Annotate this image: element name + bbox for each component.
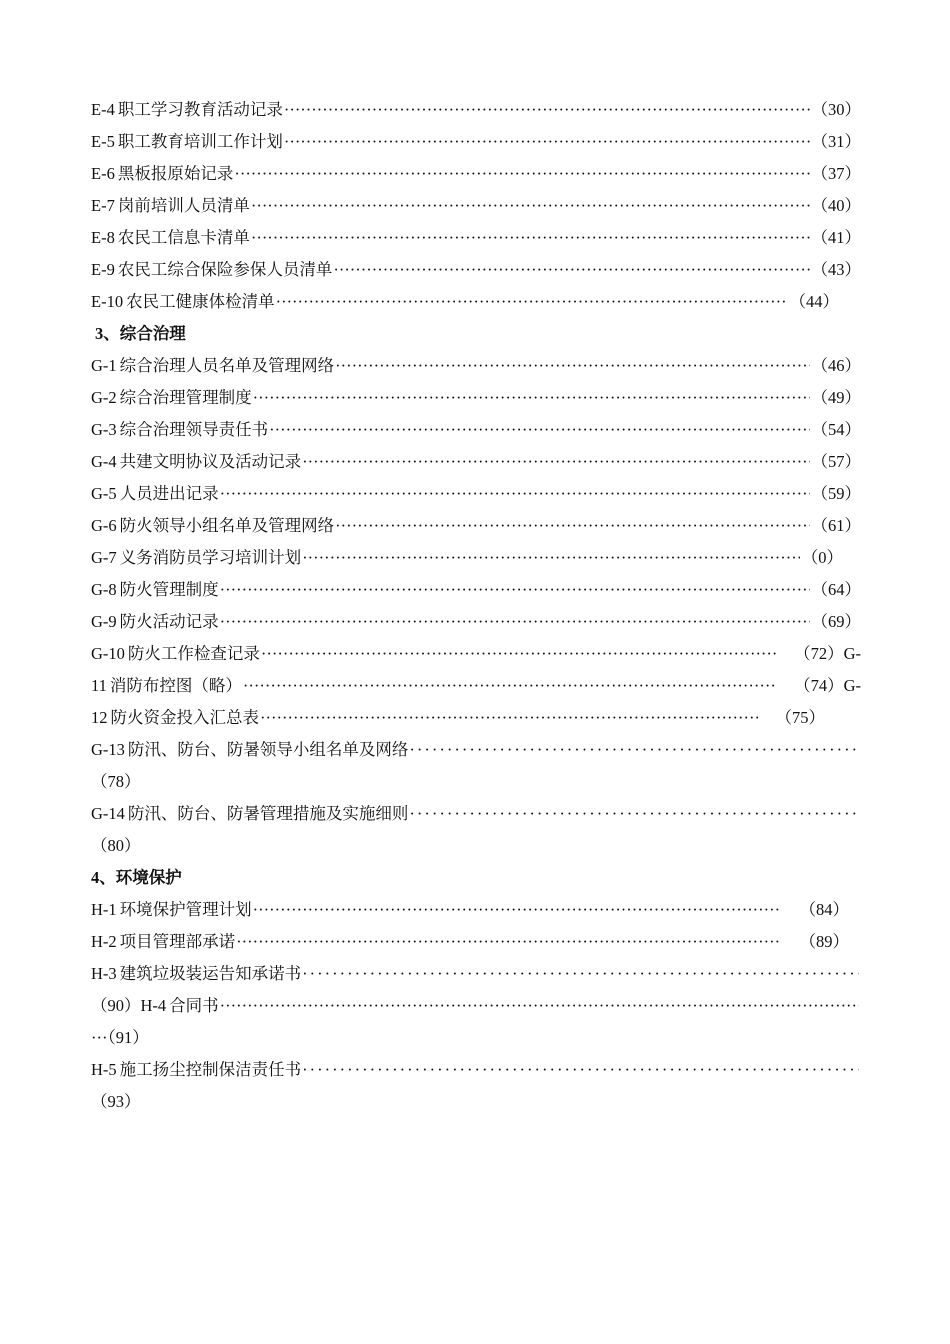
toc-entry-g12 xyxy=(91,704,861,736)
entry-code: （90）H-4 xyxy=(91,996,167,1015)
dot-leader xyxy=(335,512,809,540)
entry-page: （57） xyxy=(811,452,861,471)
toc-entry-g3 xyxy=(91,416,861,448)
entry-page: （30） xyxy=(811,100,861,119)
entry-page: （49） xyxy=(811,388,861,407)
dot-leader xyxy=(269,416,809,444)
entry-code: H-5 xyxy=(91,1060,117,1079)
entry-page: （41） xyxy=(811,228,861,247)
entry-title: 防火管理制度 xyxy=(119,580,219,599)
entry-code: G-14 xyxy=(91,804,125,823)
entry-code: G-2 xyxy=(91,388,117,407)
toc-entry-g10 xyxy=(91,640,861,672)
entry-title: 义务消防员学习培训计划 xyxy=(119,548,302,567)
entry-page: （75） xyxy=(775,708,825,727)
toc-entry-g2 xyxy=(91,384,861,416)
toc-entry-e10 xyxy=(91,288,861,320)
entry-code: E-7 xyxy=(91,196,115,215)
dot-leader xyxy=(302,1056,859,1084)
dot-leader xyxy=(333,256,809,284)
entry-code: G-8 xyxy=(91,580,117,599)
entry-title: 职工教育培训工作计划 xyxy=(117,132,283,151)
entry-title: 黑板报原始记录 xyxy=(117,164,234,183)
entry-page: （0） xyxy=(801,548,843,567)
dot-leader xyxy=(260,704,758,732)
dot-leader xyxy=(251,224,810,252)
entry-title: 防火工作检查记录 xyxy=(127,644,260,663)
entry-page: （40） xyxy=(811,196,861,215)
dot-leader xyxy=(234,160,809,188)
entry-page: （84） xyxy=(799,900,849,919)
dot-leader xyxy=(251,192,810,220)
dot-leader xyxy=(236,928,781,956)
entry-code: G-10 xyxy=(91,644,125,663)
entry-title: 消防布控图（略） xyxy=(109,676,242,695)
entry-page: （69） xyxy=(811,612,861,631)
toc-entry-e7 xyxy=(91,192,861,224)
entry-code: G-7 xyxy=(91,548,117,567)
toc-entry-e5 xyxy=(91,128,861,160)
entry-title: 人员进出记录 xyxy=(119,484,219,503)
toc-entry-g9 xyxy=(91,608,861,640)
entry-code: G-1 xyxy=(91,356,117,375)
dot-leader xyxy=(220,480,810,508)
entry-page: （89） xyxy=(799,932,849,951)
entry-page: （64） xyxy=(811,580,861,599)
toc-entry-g13-page: （78） xyxy=(91,772,141,791)
entry-title: 综合治理人员名单及管理网络 xyxy=(119,356,335,375)
dot-leader xyxy=(284,128,810,156)
entry-title: 岗前培训人员清单 xyxy=(117,196,250,215)
entry-code: G-13 xyxy=(91,740,125,759)
entry-title: 建筑垃圾装运告知承诺书 xyxy=(119,964,302,983)
dot-leader xyxy=(409,800,859,828)
entry-code: G-9 xyxy=(91,612,117,631)
entry-title: 农民工信息卡清单 xyxy=(117,228,250,247)
entry-title: 防火活动记录 xyxy=(119,612,219,631)
dot-leader xyxy=(261,640,776,668)
entry-title: 防汛、防台、防暑管理措施及实施细则 xyxy=(127,804,409,823)
toc-entry-g7 xyxy=(91,544,861,576)
entry-title: 施工扬尘控制保洁责任书 xyxy=(119,1060,302,1079)
entry-title: 环境保护管理计划 xyxy=(119,900,252,919)
entry-title: 农民工健康体检清单 xyxy=(126,292,275,311)
toc-entry-h4 xyxy=(91,992,861,1024)
entry-page: （61） xyxy=(811,516,861,535)
dot-leader xyxy=(243,672,776,700)
entry-code: E-5 xyxy=(91,132,115,151)
toc-page xyxy=(91,96,861,1120)
entry-code: G-4 xyxy=(91,452,117,471)
dot-leader xyxy=(302,960,859,988)
entry-title: 项目管理部承诺 xyxy=(119,932,236,951)
entry-page: （46） xyxy=(811,356,861,375)
toc-entry-h5 xyxy=(91,1056,861,1088)
entry-page: （59） xyxy=(811,484,861,503)
dot-leader xyxy=(276,288,788,316)
toc-entry-e9 xyxy=(91,256,861,288)
entry-title: 综合治理管理制度 xyxy=(119,388,252,407)
toc-entry-e6 xyxy=(91,160,861,192)
dot-leader xyxy=(253,896,782,924)
entry-title: 防汛、防台、防暑领导小组名单及网络 xyxy=(127,740,409,759)
entry-code: E-8 xyxy=(91,228,115,247)
toc-entry-h4-page: ···（91） xyxy=(91,1028,149,1047)
toc-entry-g8 xyxy=(91,576,861,608)
entry-code: E-4 xyxy=(91,100,115,119)
toc-entry-h2 xyxy=(91,928,861,960)
dot-leader xyxy=(302,544,800,572)
toc-entry-h1 xyxy=(91,896,861,928)
dot-leader xyxy=(284,96,810,124)
toc-entry-g5 xyxy=(91,480,861,512)
dot-leader xyxy=(302,448,809,476)
entry-code: H-2 xyxy=(91,932,117,951)
entry-page: （74）G- xyxy=(794,676,861,695)
entry-title: 防火资金投入汇总表 xyxy=(110,708,259,727)
entry-page: （72）G- xyxy=(794,644,861,663)
toc-entry-g13 xyxy=(91,736,861,768)
entry-title: 合同书 xyxy=(169,996,219,1015)
toc-entry-g11 xyxy=(91,672,861,704)
entry-page: （54） xyxy=(811,420,861,439)
entry-title: 职工学习教育活动记录 xyxy=(117,100,283,119)
toc-entry-g14 xyxy=(91,800,861,832)
toc-entry-h5-page: （93） xyxy=(91,1092,141,1111)
toc-entry-g1 xyxy=(91,352,861,384)
dot-leader xyxy=(220,576,810,604)
entry-code: G-3 xyxy=(91,420,117,439)
dot-leader xyxy=(220,992,859,1020)
dot-leader xyxy=(253,384,810,412)
entry-title: 综合治理领导责任书 xyxy=(119,420,269,439)
entry-title: 农民工综合保险参保人员清单 xyxy=(117,260,333,279)
toc-entry-g6 xyxy=(91,512,861,544)
dot-leader xyxy=(335,352,809,380)
entry-code: H-3 xyxy=(91,964,117,983)
toc-entry-e8 xyxy=(91,224,861,256)
entry-code: G-6 xyxy=(91,516,117,535)
entry-code: H-1 xyxy=(91,900,117,919)
entry-code: E-10 xyxy=(91,292,124,311)
toc-entry-h3 xyxy=(91,960,861,992)
entry-page: （44） xyxy=(789,292,839,311)
entry-title: 防火领导小组名单及管理网络 xyxy=(119,516,335,535)
entry-code: 11 xyxy=(91,676,107,695)
entry-code: E-6 xyxy=(91,164,115,183)
entry-code: 12 xyxy=(91,708,108,727)
toc-entry-g14-page: （80） xyxy=(91,836,141,855)
dot-leader xyxy=(220,608,810,636)
entry-page: （43） xyxy=(811,260,861,279)
section-heading-environmental-protection: 4、环境保护 xyxy=(91,868,182,887)
section-heading-comprehensive-governance: 3、综合治理 xyxy=(95,324,186,343)
entry-code: E-9 xyxy=(91,260,115,279)
entry-code: G-5 xyxy=(91,484,117,503)
toc-entry-e4 xyxy=(91,96,861,128)
toc-entry-g4 xyxy=(91,448,861,480)
entry-page: （31） xyxy=(811,132,861,151)
entry-page: （37） xyxy=(811,164,861,183)
entry-title: 共建文明协议及活动记录 xyxy=(119,452,302,471)
dot-leader xyxy=(409,736,859,764)
